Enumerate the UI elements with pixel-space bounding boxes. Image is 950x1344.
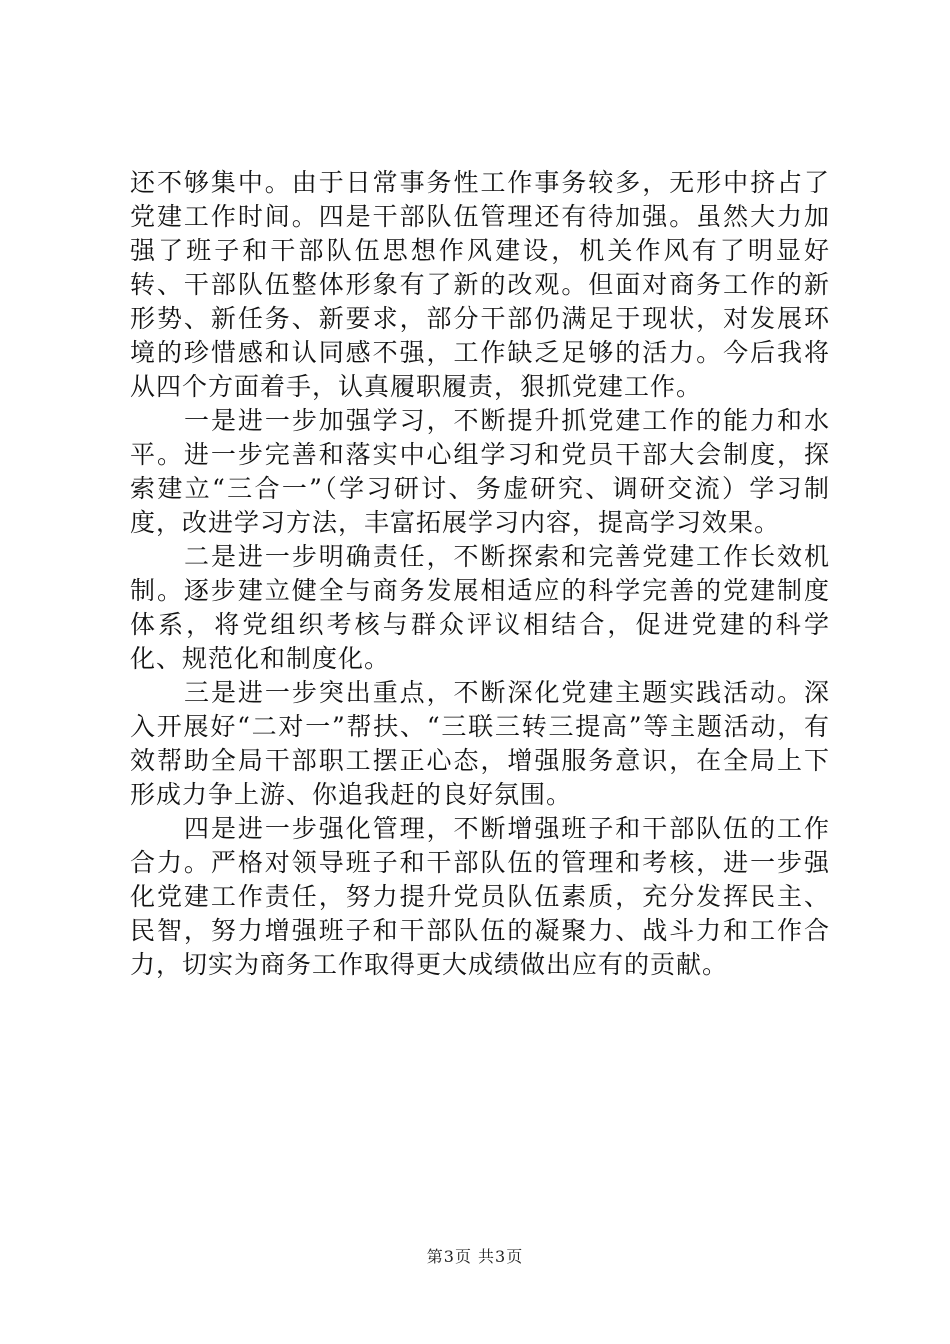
page-footer: [0, 1244, 950, 1267]
page-number-label: 第3页 共3页: [426, 1247, 524, 1266]
paragraph-point-one: 一是进一步加强学习，不断提升抓党建工作的能力和水平。进一步完善和落实中心组学习和党员干部大会制度，探索建立“三合一”（学习研讨、务虚研究、调研交流）学习制度，改进学习方法，丰富拓展学习内容，提高学习效果。: [130, 406, 830, 537]
paragraph-point-two: 二是进一步明确责任，不断探索和完善党建工作长效机制。逐步建立健全与商务发展相适应的科学完善的党建制度体系，将党组织考核与群众评议相结合，促进党建的科学化、规范化和制度化。: [130, 542, 830, 673]
body-text: [130, 166, 830, 982]
paragraph-point-three: 三是进一步突出重点，不断深化党建主题实践活动。深入开展好“二对一”帮扶、“三联三转三提高”等主题活动，有效帮助全局干部职工摆正心态，增强服务意识，在全局上下形成力争上游、你追我赶的良好氛围。: [130, 678, 830, 809]
paragraph-point-four: 四是进一步强化管理，不断增强班子和干部队伍的工作合力。严格对领导班子和干部队伍的管理和考核，进一步强化党建工作责任，努力提升党员队伍素质，充分发挥民主、民智，努力增强班子和干部队伍的凝聚力、战斗力和工作合力，切实为商务工作取得更大成绩做出应有的贡献。: [130, 814, 830, 979]
paragraph-continuation: 还不够集中。由于日常事务性工作事务较多，无形中挤占了党建工作时间。四是干部队伍管理还有待加强。虽然大力加强了班子和干部队伍思想作风建设，机关作风有了明显好转、干部队伍整体形象有了新的改观。但面对商务工作的新形势、新任务、新要求，部分干部仍满足于现状，对发展环境的珍惜感和认同感不强，工作缺乏足够的活力。今后我将从四个方面着手，认真履职履责，狠抓党建工作。: [130, 168, 830, 401]
